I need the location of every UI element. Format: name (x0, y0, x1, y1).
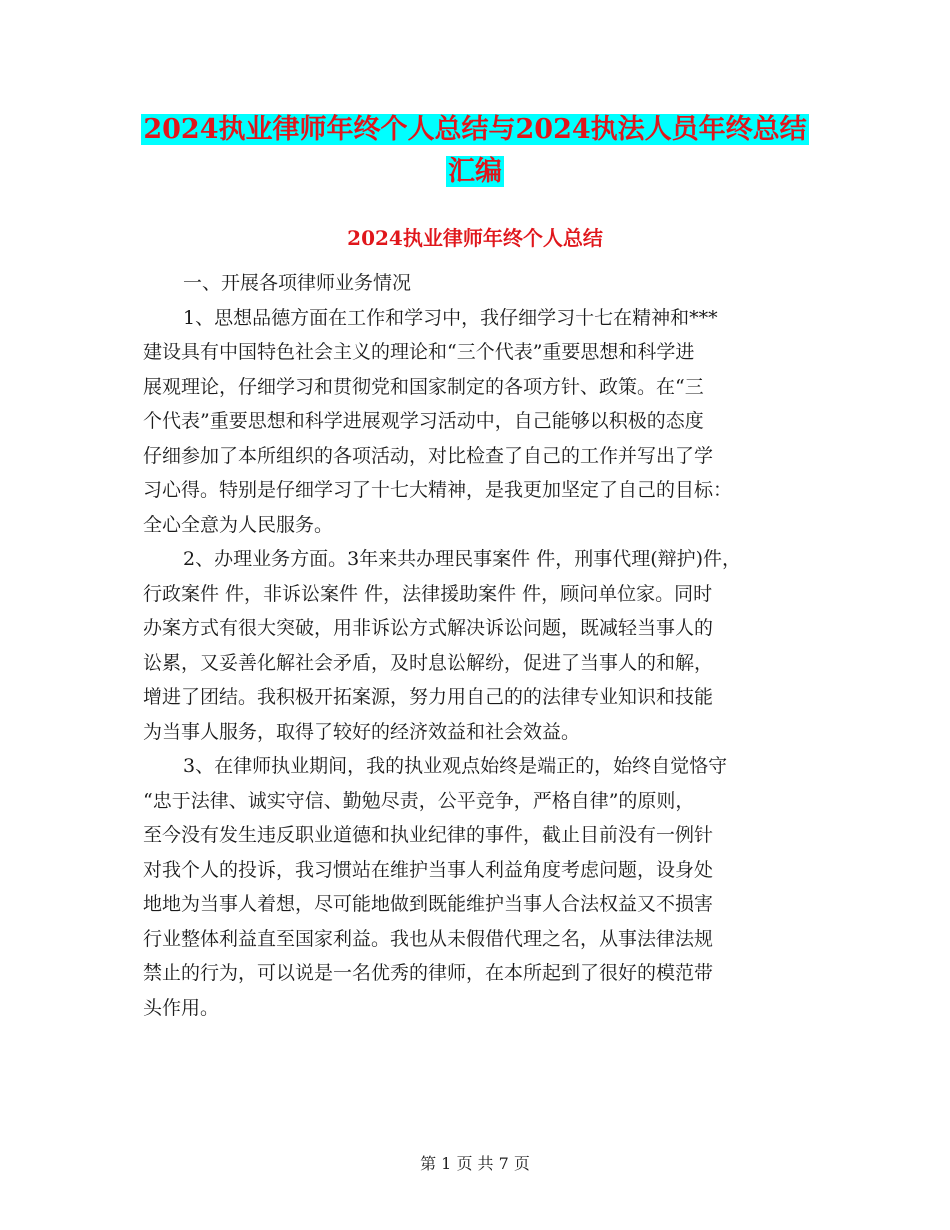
body-line: 为当事人服务，取得了较好的经济效益和社会效益。 (143, 720, 581, 743)
body-line: 地地为当事人着想，尽可能地做到既能维护当事人合法权益又不损害 (143, 893, 714, 915)
document-title-text-2: 汇编 (448, 156, 502, 187)
document-title-line-1 (0, 108, 950, 152)
body-line: 增进了团结。我积极开拓案源，努力用自己的的法律专业知识和技能 (143, 686, 714, 708)
body-line: 办案方式有很大突破，用非诉讼方式解决诉讼问题，既减轻当事人的 (143, 617, 714, 639)
body-line: 3、在律师执业期间，我的执业观点始终是端正的，始终自觉恪守 (183, 755, 728, 777)
body-line: 展观理论，仔细学习和贯彻党和国家制定的各项方针、政策。在“三 (143, 375, 704, 398)
body-line: 一、开展各项律师业务情况 (183, 272, 412, 294)
body-line: 至今没有发生违反职业道德和执业纪律的事件，截止目前没有一例针 (143, 824, 714, 846)
section-heading: 2024执业律师年终个人总结 (347, 226, 603, 250)
body-line: “忠于法律、诚实守信、勤勉尽责，公平竞争，严格自律”的原则， (143, 789, 695, 812)
body-line: 对我个人的投诉，我习惯站在维护当事人利益角度考虑问题，设身处 (143, 858, 714, 881)
body-line: 个代表”重要思想和科学进展观学习活动中，自己能够以积极的态度 (143, 410, 704, 432)
document-title-text-1: 2024执业律师年终个人总结与2024执法人员年终总结 (143, 114, 807, 145)
body-line: 建设具有中国特色社会主义的理论和“三个代表”重要思想和科学进 (143, 341, 695, 363)
body-line: 头作用。 (143, 996, 220, 1019)
body-line: 行政案件 件，非诉讼案件 件，法律援助案件 件，顾问单位家。同时 (143, 582, 713, 605)
body-line: 行业整体利益直至国家利益。我也从未假借代理之名，从事法律法规 (143, 927, 714, 950)
body-line: 2、办理业务方面。3年来共办理民事案件 件，刑事代理(辩护)件， (183, 548, 742, 570)
body-line: 禁止的行为，可以说是一名优秀的律师，在本所起到了很好的模范带 (143, 962, 714, 984)
body-line: 讼累，又妥善化解社会矛盾，及时息讼解纷，促进了当事人的和解， (143, 651, 714, 674)
body-line: 全心全意为人民服务。 (143, 513, 334, 536)
body-line: 1、思想品德方面在工作和学习中，我仔细学习十七在精神和*** (183, 306, 718, 329)
document-title-line-2 (0, 150, 950, 194)
body-line: 仔细参加了本所组织的各项活动，对比检查了自己的工作并写出了学 (143, 444, 714, 467)
document-body (143, 266, 843, 1025)
body-line: 习心得。特别是仔细学习了十七大精神，是我更加坚定了自己的目标： (143, 479, 733, 501)
page-number-footer: 第 1 页 共 7 页 (420, 1154, 530, 1173)
